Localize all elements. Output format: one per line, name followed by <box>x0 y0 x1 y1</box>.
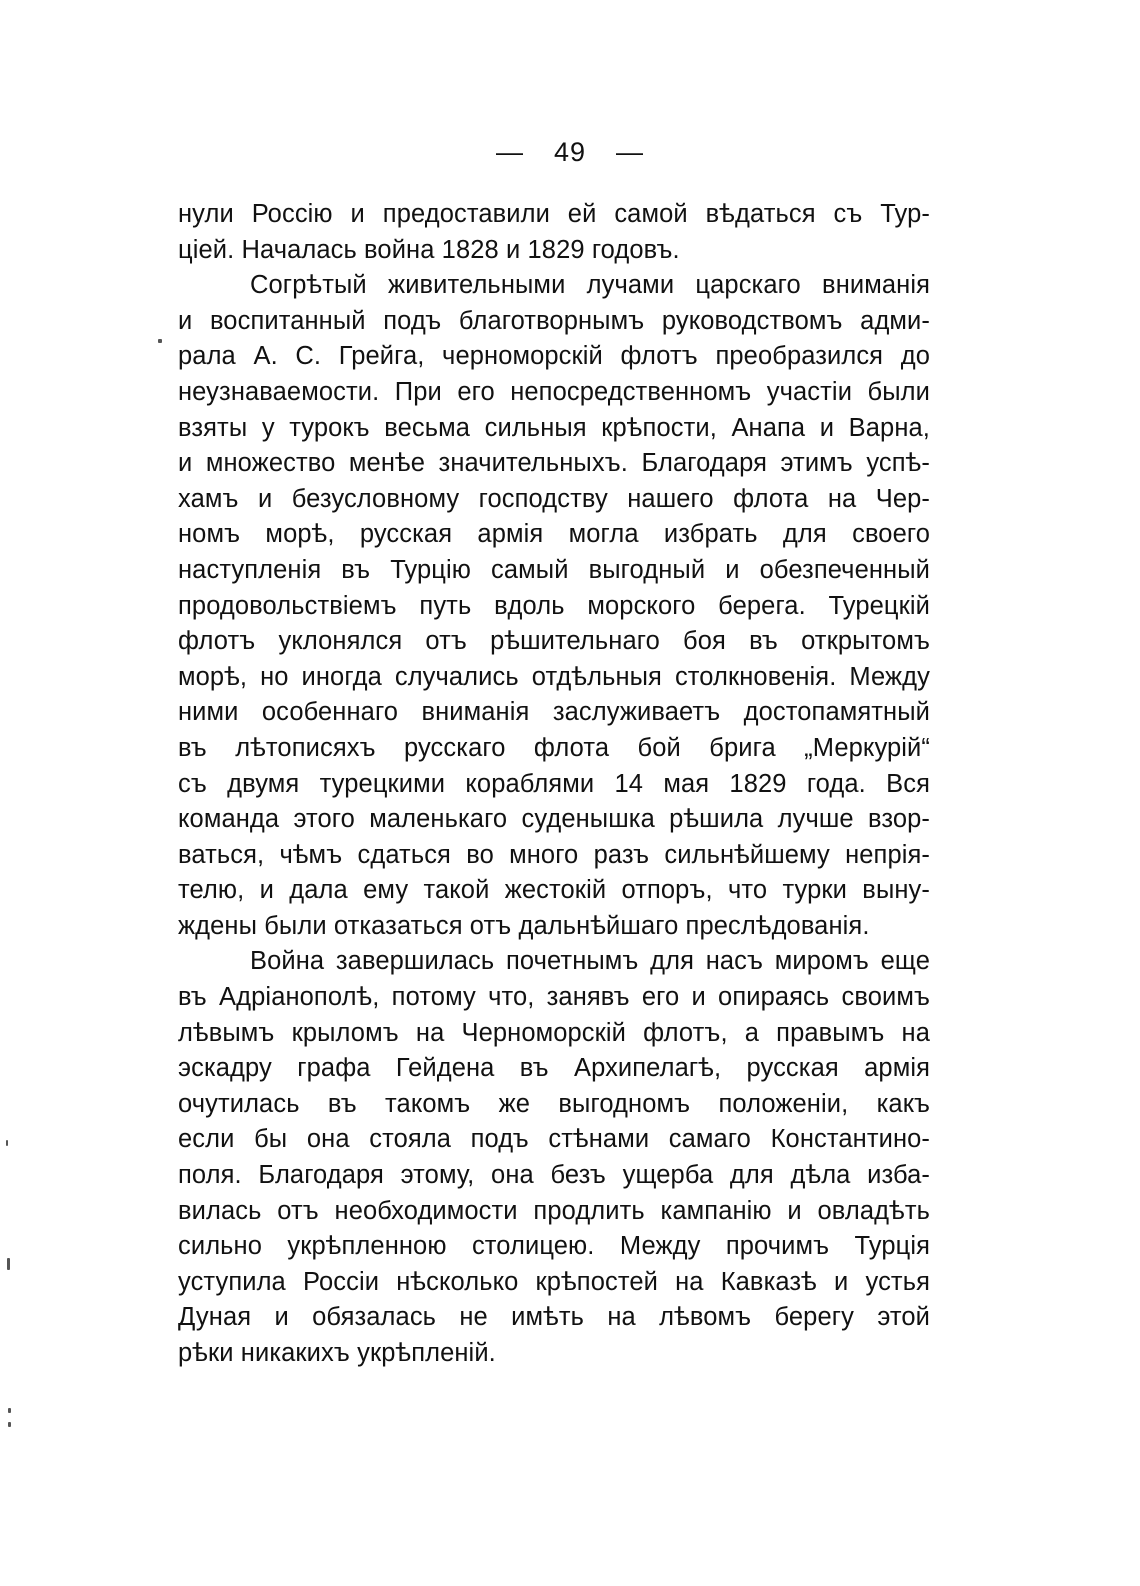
text-line: въ Адріанополѣ, потому что, занявъ его и опираясь своимъ <box>178 983 930 1012</box>
text-line: Согрѣтый живительными лучами царскаго вниманія <box>250 271 930 300</box>
text-line: сильно укрѣпленною столицею. Между прочимъ Турція <box>178 1232 930 1261</box>
text-line: въ лѣтописяхъ русскаго флота бой брига „Меркурій“ <box>178 733 930 762</box>
scan-speck <box>158 339 162 343</box>
scan-speck <box>8 1408 11 1413</box>
text-line: и множество менѣе значительныхъ. Благодаря этимъ успѣ- <box>178 449 930 478</box>
text-line: взяты у турокъ весьма сильныя крѣпости, Анапа и Варна, <box>178 413 930 442</box>
text-line: рала А. С. Грейга, черноморскій флотъ преобразился до <box>178 342 930 371</box>
text-line: неузнаваемости. При его непосредственномъ участіи были <box>178 377 930 406</box>
text-line: наступленія въ Турцію самый выгодный и обезпеченный <box>178 555 930 584</box>
scan-speck <box>7 1258 10 1270</box>
text-line: Дуная и обязалась не имѣть на лѣвомъ берегу этой <box>178 1303 930 1332</box>
paragraph <box>178 944 930 1371</box>
text-line: очутилась въ такомъ же выгодномъ положеніи, какъ <box>178 1089 930 1118</box>
text-line: нули Россію и предоставили ей самой вѣдаться съ Тур- <box>178 200 930 228</box>
text-line: телю, и дала ему такой жестокій отпоръ, что турки выну- <box>178 876 930 905</box>
text-line: хамъ и безусловному господству нашего флота на Чер- <box>178 484 930 513</box>
scan-speck <box>8 1422 11 1427</box>
text-line: продовольствіемъ путь вдоль морского берега. Турецкій <box>178 591 930 620</box>
text-line: Война завершилась почетнымъ для насъ миромъ еще <box>250 947 930 976</box>
text-line: если бы она стояла подъ стѣнами самаго Константино- <box>178 1125 930 1154</box>
text-line: номъ морѣ, русская армія могла избрать для своего <box>178 520 930 549</box>
text-line: эскадру графа Гейдена въ Архипелагѣ, русская армія <box>178 1054 930 1083</box>
text-line: рѣки никакихъ укрѣпленій. <box>178 1339 496 1367</box>
text-line: морѣ, но иногда случались отдѣльныя столкновенія. Между <box>178 662 930 691</box>
page-number-dash-right: — <box>616 137 645 167</box>
text-line: поля. Благодаря этому, она безъ ущерба для дѣла изба- <box>178 1161 930 1190</box>
text-line: съ двумя турецкими кораблями 14 мая 1829 года. Вся <box>178 769 930 798</box>
paragraph <box>178 268 930 944</box>
scan-speck <box>6 1140 8 1146</box>
text-body <box>178 197 930 1372</box>
page-number-dash-left: — <box>495 137 524 167</box>
text-line: ціей. Началась война 1828 и 1829 годовъ. <box>178 235 680 264</box>
text-line: ваться, чѣмъ сдаться во много разъ сильнѣйшему непрія- <box>178 840 930 869</box>
text-line: ними особеннаго вниманія заслуживаетъ достопамятный <box>178 698 930 727</box>
paragraph <box>178 197 930 268</box>
text-line: ждены были отказаться отъ дальнѣйшаго преслѣдованія. <box>178 911 870 940</box>
text-line: команда этого маленькаго суденышка рѣшила лучше взор- <box>178 805 930 834</box>
page-number: 49 <box>553 137 587 167</box>
text-line: вилась отъ необходимости продлить кампанію и овладѣть <box>178 1196 930 1225</box>
page-number-header <box>0 132 1140 172</box>
text-line: и воспитанный подъ благотворнымъ руководствомъ адми- <box>178 306 930 335</box>
text-line: флотъ уклонялся отъ рѣшительнаго боя въ открытомъ <box>178 627 930 656</box>
text-line: уступила Россіи нѣсколько крѣпостей на Кавказѣ и устья <box>178 1267 930 1296</box>
text-line: лѣвымъ крыломъ на Черноморскій флотъ, а правымъ на <box>178 1018 930 1047</box>
